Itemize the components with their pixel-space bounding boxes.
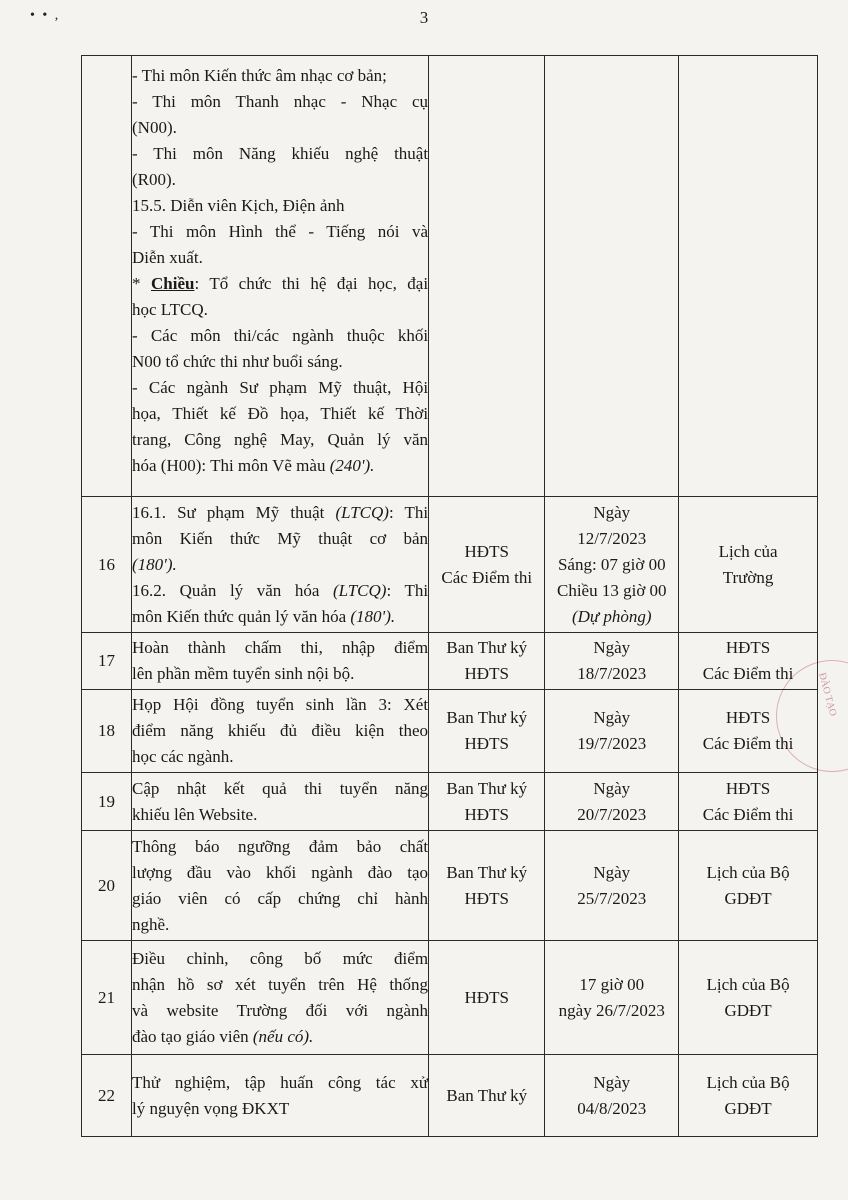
time-line: 19/7/2023	[577, 734, 647, 753]
unit-line: Các Điểm thi	[441, 567, 533, 587]
content-line: lượng đầu vào khối ngành đào tạo	[132, 862, 429, 882]
content-line: lên phần mềm tuyển sinh nội bộ.	[132, 664, 355, 683]
content-line: khiếu lên Website.	[132, 804, 258, 824]
table-row	[82, 1055, 818, 1137]
note-line: Các Điểm thi	[702, 664, 794, 683]
content-line: (180').	[132, 554, 177, 574]
time-cell	[545, 773, 679, 831]
content-line	[132, 453, 428, 479]
time-line: 25/7/2023	[577, 888, 647, 908]
content-text: hóa (H00): Thi môn Vẽ màu	[132, 456, 326, 475]
content-line: môn Kiến thức quản lý văn hóa (180').	[132, 606, 396, 626]
row-number-cell: 20	[82, 831, 132, 941]
time-line: Ngày	[593, 778, 631, 798]
time-line: ngày 26/7/2023	[558, 1000, 665, 1020]
unit-line: HĐTS	[464, 987, 509, 1007]
content-line: nhận hồ sơ xét tuyển trên Hệ thống	[132, 974, 429, 994]
table-row	[82, 56, 818, 497]
content-line: họa, Thiết kế Đồ họa, Thiết kế Thời	[132, 404, 429, 423]
unit-cell	[429, 1055, 545, 1137]
content-line: - Thi môn Năng khiếu nghệ thuật	[132, 144, 429, 163]
content-cell	[132, 1055, 429, 1137]
content-line: N00 tổ chức thi như buổi sáng.	[132, 352, 343, 371]
afternoon-label: Chiều	[150, 274, 195, 293]
content-line: nghề.	[132, 914, 170, 934]
unit-line: Ban Thư ký	[446, 778, 528, 798]
content-line: học các ngành.	[132, 747, 234, 766]
note-line: GDĐT	[724, 1098, 772, 1118]
content-line: 16.2. Quản lý văn hóa (LTCQ): Thi	[132, 580, 429, 600]
unit-line: HĐTS	[464, 804, 509, 824]
content-line: môn Kiến thức Mỹ thuật cơ bản	[132, 528, 429, 548]
time-line: Ngày	[593, 502, 631, 522]
content-line: - Thi môn Kiến thức âm nhạc cơ bản;	[132, 66, 387, 85]
content-cell	[132, 56, 429, 497]
note-line: Lịch của Bộ	[706, 974, 790, 994]
unit-cell	[429, 633, 545, 690]
content-line: - Thi môn Thanh nhạc - Nhạc cụ	[132, 92, 429, 111]
content-line: - Thi môn Hình thể - Tiếng nói và	[132, 222, 429, 241]
time-cell	[545, 1055, 679, 1137]
time-line: Ngày	[593, 638, 631, 657]
note-line: Lịch của Bộ	[706, 862, 790, 882]
unit-line: HĐTS	[464, 541, 509, 561]
content-cell	[132, 633, 429, 690]
content-line: - Các ngành Sư phạm Mỹ thuật, Hội	[132, 378, 429, 397]
content-line: (R00).	[132, 170, 176, 189]
content-cell	[132, 831, 429, 941]
note-line: HĐTS	[725, 708, 771, 727]
table-row	[82, 831, 818, 941]
row-number-cell: 22	[82, 1055, 132, 1137]
content-line: Thông báo ngưỡng đảm bảo chất	[132, 836, 429, 856]
time-line: (Dự phòng)	[571, 606, 652, 626]
unit-cell	[429, 497, 545, 633]
unit-line: HĐTS	[464, 664, 509, 683]
note-cell	[679, 633, 818, 690]
unit-line: Ban Thư ký	[446, 708, 528, 727]
table-row	[82, 633, 818, 690]
content-line: và website Trường đối với ngành	[132, 1000, 429, 1020]
time-line: Chiều 13 giờ 00	[556, 580, 667, 600]
note-line: Trường	[722, 567, 774, 587]
content-text: : Tổ chức thi hệ đại học, đại	[194, 274, 429, 293]
content-line: 15.5. Diễn viên Kịch, Điện ảnh	[132, 196, 345, 215]
content-cell	[132, 690, 429, 773]
time-cell	[545, 690, 679, 773]
time-line: Sáng: 07 giờ 00	[557, 554, 666, 574]
stamp-text: ĐÀO TẠO	[816, 671, 839, 718]
unit-cell	[429, 773, 545, 831]
content-line: 16.1. Sư phạm Mỹ thuật (LTCQ): Thi	[132, 502, 429, 522]
note-line: HĐTS	[725, 778, 771, 798]
time-cell	[545, 633, 679, 690]
row-number-cell: 21	[82, 941, 132, 1055]
time-line: Ngày	[593, 708, 631, 727]
content-line: Thử nghiệm, tập huấn công tác xử	[132, 1072, 429, 1092]
content-line: Cập nhật kết quả thi tuyển năng	[132, 778, 429, 798]
content-cell	[132, 941, 429, 1055]
time-line: 20/7/2023	[577, 804, 647, 824]
unit-line: Ban Thư ký	[446, 862, 528, 882]
content-line: - Các môn thi/các ngành thuộc khối	[132, 326, 429, 345]
note-line: GDĐT	[724, 1000, 772, 1020]
note-line: Các Điểm thi	[702, 804, 794, 824]
time-line: Ngày	[593, 862, 631, 882]
content-line: Họp Hội đồng tuyển sinh lần 3: Xét	[132, 695, 429, 714]
row-number-cell: 16	[82, 497, 132, 633]
unit-cell	[429, 941, 545, 1055]
time-line: Ngày	[593, 1072, 631, 1092]
unit-line: Ban Thư ký	[446, 638, 528, 657]
note-cell	[679, 773, 818, 831]
content-line: điểm năng khiếu đủ điều kiện theo	[132, 721, 429, 740]
content-line: giáo viên có cấp chứng chỉ hành	[132, 888, 429, 908]
note-line: Lịch của Bộ	[706, 1072, 790, 1092]
time-cell	[545, 941, 679, 1055]
time-cell	[545, 497, 679, 633]
note-cell	[679, 941, 818, 1055]
content-line: đào tạo giáo viên (nếu có).	[132, 1026, 314, 1046]
content-line: lý nguyện vọng ĐKXT	[132, 1098, 290, 1118]
note-cell	[679, 1055, 818, 1137]
page-number: 3	[419, 8, 429, 27]
note-cell	[679, 56, 818, 497]
row-number-cell: 17	[82, 633, 132, 690]
time-cell	[545, 831, 679, 941]
table-row	[82, 690, 818, 773]
content-line: Điều chỉnh, công bố mức điểm	[132, 948, 429, 968]
unit-cell	[429, 831, 545, 941]
content-line: học LTCQ.	[132, 300, 208, 319]
unit-cell	[429, 56, 545, 497]
note-line: HĐTS	[725, 638, 771, 657]
row-number-cell	[82, 56, 132, 497]
unit-line: HĐTS	[464, 888, 509, 908]
unit-line: Ban Thư ký	[446, 1085, 528, 1105]
unit-cell	[429, 690, 545, 773]
note-cell	[679, 497, 818, 633]
content-cell	[132, 773, 429, 831]
note-cell	[679, 690, 818, 773]
content-line: Diễn xuất.	[132, 248, 203, 267]
row-number-cell: 19	[82, 773, 132, 831]
duration-text: (240').	[329, 456, 375, 475]
time-line: 12/7/2023	[577, 528, 647, 548]
content-line: (N00).	[132, 118, 177, 137]
corner-mark: • • ,	[30, 8, 61, 23]
note-line: Các Điểm thi	[702, 734, 794, 753]
row-number-cell: 18	[82, 690, 132, 773]
time-cell	[545, 56, 679, 497]
table-row	[82, 773, 818, 831]
note-cell	[679, 831, 818, 941]
content-line: trang, Công nghệ May, Quản lý văn	[132, 430, 429, 449]
unit-line: HĐTS	[464, 734, 509, 753]
time-line: 18/7/2023	[577, 664, 647, 683]
time-line: 04/8/2023	[577, 1098, 647, 1118]
table-row	[82, 941, 818, 1055]
content-cell	[132, 497, 429, 633]
table-row	[82, 497, 818, 633]
note-line: Lịch của	[718, 541, 778, 561]
note-line: GDĐT	[724, 888, 772, 908]
content-line: Hoàn thành chấm thi, nhập điểm	[132, 638, 429, 657]
content-line: * Chiều: Tổ chức thi hệ đại học, đại	[132, 274, 429, 293]
time-line: 17 giờ 00	[579, 974, 645, 994]
schedule-table	[81, 55, 818, 1137]
